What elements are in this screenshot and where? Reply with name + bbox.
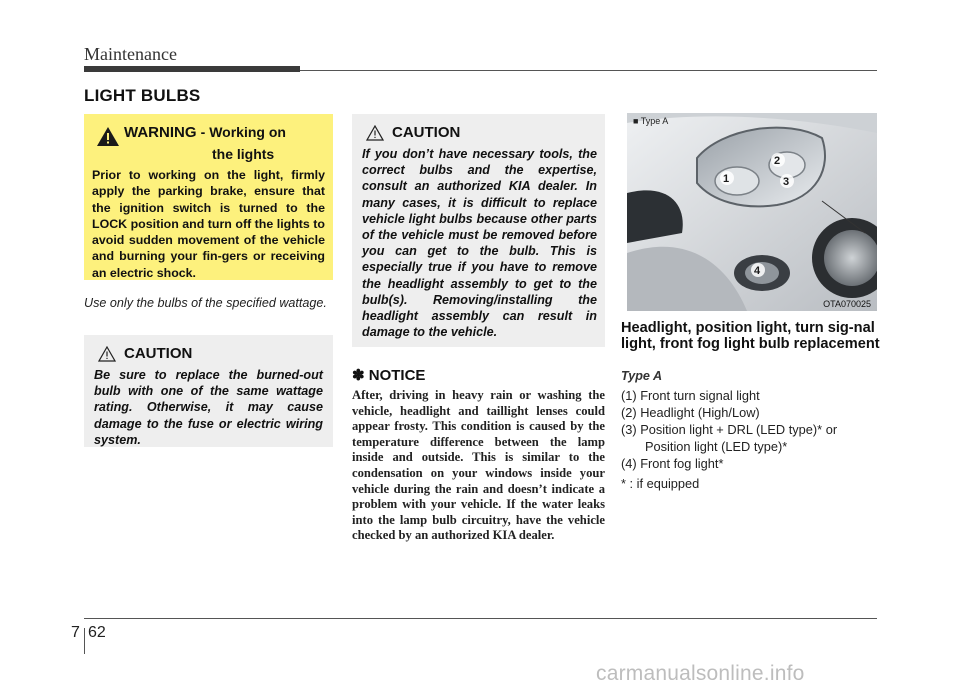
running-header: Maintenance <box>84 44 177 64</box>
list-item: Position light (LED type)* <box>645 439 788 454</box>
chapter-number: 7 <box>71 624 80 641</box>
watermark: carmanualsonline.info <box>596 662 805 685</box>
list-item: (1) Front turn signal light <box>621 388 760 403</box>
page-number-divider <box>84 628 85 654</box>
type-label: Type A <box>621 369 663 383</box>
footer-rule <box>84 618 877 619</box>
caution-box-tools <box>352 114 605 347</box>
list-item: (2) Headlight (High/Low) <box>621 405 760 420</box>
section-title: Headlight, position light, turn sig-nal light, front fog light bulb replacement <box>621 320 880 352</box>
notice-block <box>352 366 605 544</box>
callout-1: 1 <box>723 173 730 185</box>
callout-3: 3 <box>783 176 790 188</box>
notice-text: After, driving in heavy rain or washing the vehicle, headlight and taillight lenses could appear frosty. This condition is caused by the temperature difference between the lamp inside and outside. This is similar to the condensation on your windows inside your vehicle during the rain and doesn’t indicate a problem with your vehicle. If the water leaks into the lamp bulb circuitry, have the vehicle checked by an authorized KIA dealer. <box>352 388 605 543</box>
header-rule <box>300 70 877 71</box>
notice-title: ✽ NOTICE <box>352 367 426 384</box>
list-item: (3) Position light + DRL (LED type)* or <box>621 422 838 437</box>
caution-title: CAUTION <box>124 345 193 362</box>
header-bar <box>84 66 300 72</box>
callout-2: 2 <box>774 155 781 167</box>
page-title: LIGHT BULBS <box>84 86 201 105</box>
caution-triangle-icon <box>98 346 116 362</box>
figure-type-label: ■ Type A <box>633 116 669 126</box>
warning-text: Prior to working on the light, firmly apply the parking brake, ensure that the ignition switch is turned to the LOCK position and turn off the lights to avoid sudden movement of the vehicle and burning your fin-gers or receiving an electric shock. <box>92 168 325 280</box>
caution-triangle-icon <box>366 125 384 141</box>
bulb-list <box>621 387 881 472</box>
list-item: (4) Front fog light* <box>621 456 724 471</box>
callout-4: 4 <box>754 265 761 277</box>
footnote: * : if equipped <box>621 476 700 491</box>
figure-code: OTA070025 <box>823 299 871 309</box>
page-number: 62 <box>88 624 106 641</box>
caution-text: Be sure to replace the burned-out bulb with one of the same wattage rating. Otherwise, it may cause damage to the fuse or electric wiring system. <box>94 368 323 447</box>
warning-triangle-icon <box>96 126 120 147</box>
caution-box-fuse <box>84 335 333 447</box>
caution-title: CAUTION <box>392 124 461 141</box>
warning-title <box>124 124 286 141</box>
wattage-note: Use only the bulbs of the specified wattage. <box>84 296 327 310</box>
warning-label: WARNING <box>124 124 197 141</box>
warning-subtitle-2: the lights <box>212 146 275 162</box>
warning-subtitle: - Working on <box>200 124 286 140</box>
car-front-illustration <box>627 113 877 311</box>
caution-text: If you don’t have necessary tools, the correct bulbs and the expertise, consult an authorized KIA dealer. In many cases, it is difficult to replace vehicle light bulbs because other parts of the vehicle must be removed before you can get to the bulb. This is especially true if you have to remove the headlight assembly to get to the bulb(s). Removing/installing the headlight assembly can result in damage to the vehicle. <box>362 147 597 340</box>
headlight-photo <box>627 113 877 311</box>
warning-box <box>84 114 333 280</box>
